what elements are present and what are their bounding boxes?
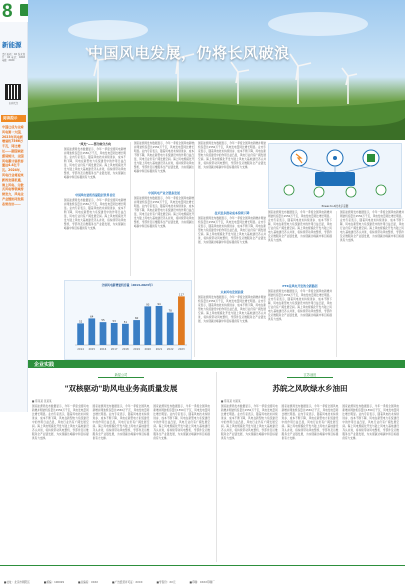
col3-text-1: 国家能源局发布数据显示，今年一季度全国风电新增并网装机容量达1550万千瓦，风电发电量同比增长明显。业内专家表示，随着风电技术持续进步、成本不断下降，风电在新型电力系统建设中的作用日益凸显，风电行业仍有广阔发展空间。海上风电规模化开发与陆上风电大基地建设齐头并进，将持续带动风电整机、零部件及运维服务全产业链发展，为实现碳达峰碳中和目标提供有力支撑。 <box>198 142 266 169</box>
enterprise-banner <box>28 360 405 368</box>
col1-subhead-2: 中国风电装机容量稳居世界首位 <box>74 193 116 197</box>
right-tag: 江苏油田 <box>287 372 333 378</box>
chart-bar <box>88 318 95 345</box>
footer-item: ■邮编：100029 <box>43 581 65 584</box>
chart-bar <box>111 323 118 345</box>
review-text: 中国已成为全球风电第一大国，2023年风电新增装机7566万千瓦，同比增长……据国家能源局统计，全国风电累计装机容量达4.4亿千瓦。2024年，风电行业将迎来新的发展机遇，海上风电、分散式风电等领域持续发力，风电全产业链协同发展态势良好…… <box>2 125 24 206</box>
chart-bar <box>122 324 129 345</box>
hero-headline: 中国风电发展，仍将长风破浪 <box>88 44 290 62</box>
page-number: 8 <box>2 1 13 22</box>
chart-bar <box>144 306 151 345</box>
wind-farm-illustration <box>28 0 405 140</box>
col2-text-1: 国家能源局发布数据显示，今年一季度全国风电新增并网装机容量达1550万千瓦，风电发电量同比增长明显。业内专家表示，随着风电技术持续进步、成本不断下降，风电在新型电力系统建设中的作用日益凸显，风电行业仍有广阔发展空间。海上风电规模化开发与陆上风电大基地建设齐头并进，将持续带动风电整机、零部件及运维服务全产业链发展，为实现碳达峰碳中和目标提供有力支撑。 <box>134 142 194 173</box>
chart-value-label: 55 <box>101 319 105 323</box>
qr-caption: 扫码关注 <box>8 102 19 105</box>
col4-subhead: PTX是风电开发的全新路径 <box>282 284 318 288</box>
chart-category-label: 2020 <box>144 348 152 351</box>
footer-item: ■社址：北京市朝阳区 <box>4 581 30 584</box>
footer-item: ■总编室：XXXX <box>78 581 99 584</box>
left-title: "双核驱动"助风电业务高质量发展 <box>64 384 178 393</box>
right-author: ■ 陈某某 刘某某 <box>221 400 241 403</box>
col3-subhead-1: 技术进步推动成本持续下降 <box>214 211 250 215</box>
sidebar-logo: 新能源 <box>2 41 22 49</box>
ptx-flow-icons <box>269 144 401 200</box>
footer-item: ■零售价：XX元 <box>156 581 176 584</box>
col2-text-2: 国家能源局发布数据显示，今年一季度全国风电新增并网装机容量达1550万千瓦，风电发电量同比增长明显。业内专家表示，随着风电技术持续进步、成本不断下降，风电在新型电力系统建设中的作用日益凸显，风电行业仍有广阔发展空间。海上风电规模化开发与陆上风电大基地建设齐头并进，将持续带动风电整机、零部件及运维服务全产业链发展，为实现碳达峰碳中和目标提供有力支撑。 <box>134 197 194 228</box>
footer-item: ■广告经营许可证：XXXX <box>112 581 143 584</box>
chart-bar <box>100 322 107 345</box>
chart-category-label: 2016 <box>99 348 107 351</box>
chart-value-label: 93 <box>146 303 150 307</box>
bar-chart <box>65 287 191 357</box>
right-text-3: 国家能源局发布数据显示，今年一季度全国风电新增并网装机容量达1550万千瓦，风电发电量同比增长明显。业内专家表示，随着风电技术持续进步、成本不断下降，风电在新型电力系统建设中的作用日益凸显，风电行业仍有广阔发展空间。海上风电规模化开发与陆上风电大基地建设齐头并进，将持续带动风电整机、零部件及运维服务全产业链发展，为实现碳达峰碳中和目标提供有力支撑。 <box>342 405 400 440</box>
chart-category-label: 2021 <box>155 348 163 351</box>
chart-category-label: 2015 <box>88 348 96 351</box>
qr-code-icon <box>6 85 20 99</box>
chart-title: 全球风电新增装机容量（2014-2023年） <box>101 283 155 287</box>
col1-text-2: 国家能源局发布数据显示，今年一季度全国风电新增并网装机容量达1550万千瓦，风电发电量同比增长明显。业内专家表示，随着风电技术持续进步、成本不断下降，风电在新型电力系统建设中的作用日益凸显，风电行业仍有广阔发展空间。海上风电规模化开发与陆上风电大基地建设齐头并进，将持续带动风电整机、零部件及运维服务全产业链发展，为实现碳达峰碳中和目标提供有力支撑。 <box>64 199 126 230</box>
right-title: 苏皖之风吹绿水乡油田 <box>272 384 348 393</box>
hero-image <box>28 0 405 140</box>
review-label-bar <box>1 115 26 122</box>
article-col-4 <box>268 211 332 357</box>
chart-value-label: 53 <box>112 319 116 323</box>
chart-bar <box>133 320 140 345</box>
article-col-3 <box>194 142 266 357</box>
sidebar <box>0 22 28 412</box>
chart-value-label: 64 <box>90 315 94 319</box>
col1-text-1: 国家能源局发布数据显示，今年一季度全国风电新增并网装机容量达1550万千瓦，风电发电量同比增长明显。业内专家表示，随着风电技术持续进步、成本不断下降，风电在新型电力系统建设中的作用日益凸显，风电行业仍有广阔发展空间。海上风电规模化开发与陆上风电大基地建设齐头并进，将持续带动风电整机、零部件及运维服务全产业链发展，为实现碳达峰碳中和目标提供有力支撑。 <box>64 148 126 179</box>
enterprise-right <box>216 372 403 562</box>
col2-subhead-1: 中国风电产业全链条发展 <box>148 191 180 195</box>
col3-subhead-2: 未来风电发展前景 <box>220 290 244 294</box>
left-columns <box>28 405 214 555</box>
article-col-2 <box>130 142 194 276</box>
col5-text-1: 国家能源局发布数据显示，今年一季度全国风电新增并网装机容量达1550万千瓦，风电发电量同比增长明显。业内专家表示，随着风电技术持续进步、成本不断下降，风电在新型电力系统建设中的作用日益凸显，风电行业仍有广阔发展空间。海上风电规模化开发与陆上风电大基地建设齐头并进，将持续带动风电整机、零部件及运维服务全产业链发展，为实现碳达峰碳中和目标提供有力支撑。 <box>340 211 404 242</box>
chart-category-label: 2018 <box>122 348 129 351</box>
chart-category-label: 2022 <box>166 348 174 351</box>
chart-bar <box>77 323 84 345</box>
enterprise-left <box>28 372 214 562</box>
chart-bar <box>178 296 185 345</box>
left-author: ■ 陈某某 张某某 <box>32 400 52 403</box>
chart-category-label: 2017 <box>110 348 118 351</box>
right-columns <box>217 405 403 555</box>
chart-bar <box>167 313 174 345</box>
chart-value-label: 94 <box>157 302 161 306</box>
right-text-1: 国家能源局发布数据显示，今年一季度全国风电新增并网装机容量达1550万千瓦，风电发电量同比增长明显。业内专家表示，随着风电技术持续进步、成本不断下降，风电在新型电力系统建设中的作用日益凸显，风电行业仍有广阔发展空间。海上风电规模化开发与陆上风电大基地建设齐头并进，将持续带动风电整机、零部件及运维服务全产业链发展，为实现碳达峰碳中和目标提供有力支撑。 <box>221 405 278 440</box>
chart-category-label: 2014 <box>77 348 84 351</box>
sidebar-info: 责任编辑：XX 版式设计：XX 电话：XXXX 电邮：XXXX <box>2 53 25 63</box>
chart-value-label: 78 <box>168 309 172 313</box>
footer-item: ■印刷：XXXX印刷厂 <box>189 581 215 584</box>
left-text-1: 国家能源局发布数据显示，今年一季度全国风电新增并网装机容量达1550万千瓦，风电发电量同比增长明显。业内专家表示，随着风电技术持续进步、成本不断下降，风电在新型电力系统建设中的作用日益凸显，风电行业仍有广阔发展空间。海上风电规模化开发与陆上风电大基地建设齐头并进，将持续带动风电整机、零部件及运维服务全产业链发展，为实现碳达峰碳中和目标提供有力支撑。 <box>32 405 89 440</box>
col4-text-1: 国家能源局发布数据显示，今年一季度全国风电新增并网装机容量达1550万千瓦，风电发电量同比增长明显。业内专家表示，随着风电技术持续进步、成本不断下降，风电在新型电力系统建设中的作用日益凸显，风电行业仍有广阔发展空间。海上风电规模化开发与陆上风电大基地建设齐头并进，将持续带动风电整机、零部件及运维服务全产业链发展，为实现碳达峰碳中和目标提供有力支撑。 <box>268 211 332 242</box>
chart-value-label: 60 <box>134 317 139 321</box>
chart-bar <box>156 306 163 345</box>
enterprise-banner-title: 企业实践 <box>34 362 55 368</box>
review-label: 阅读提示 <box>3 116 18 120</box>
chart-value-label: 52 <box>78 320 83 324</box>
chart-value-label: 51 <box>123 320 128 324</box>
footer <box>0 565 405 584</box>
chart-box <box>64 280 192 360</box>
chart-category-label: 2023 <box>178 348 185 351</box>
left-text-2: 国家能源局发布数据显示，今年一季度全国风电新增并网装机容量达1550万千瓦，风电发电量同比增长明显。业内专家表示，随着风电技术持续进步、成本不断下降，风电在新型电力系统建设中的作用日益凸显，风电行业仍有广阔发展空间。海上风电规模化开发与陆上风电大基地建设齐头并进，将持续带动风电整机、零部件及运维服务全产业链发展，为实现碳达峰碳中和目标提供有力支撑。 <box>92 405 150 440</box>
ptx-caption: Power-to-X技术示意图 <box>321 205 349 208</box>
chart-category-label: 2019 <box>133 348 140 351</box>
article-col-5 <box>336 211 404 357</box>
right-text-2: 国家能源局发布数据显示，今年一季度全国风电新增并网装机容量达1550万千瓦，风电发电量同比增长明显。业内专家表示，随着风电技术持续进步、成本不断下降，风电在新型电力系统建设中的作用日益凸显，风电行业仍有广阔发展空间。海上风电规模化开发与陆上风电大基地建设齐头并进，将持续带动风电整机、零部件及运维服务全产业链发展，为实现碳达峰碳中和目标提供有力支撑。 <box>281 405 339 440</box>
chart-value-label: 117 <box>178 293 184 297</box>
col4-text-2: 国家能源局发布数据显示，今年一季度全国风电新增并网装机容量达1550万千瓦，风电发电量同比增长明显。业内专家表示，随着风电技术持续进步、成本不断下降，风电在新型电力系统建设中的作用日益凸显，风电行业仍有广阔发展空间。海上风电规模化开发与陆上风电大基地建设齐头并进，将持续带动风电整机、零部件及运维服务全产业链发展，为实现碳达峰碳中和目标提供有力支撑。 <box>268 290 332 321</box>
col3-text-3: 国家能源局发布数据显示，今年一季度全国风电新增并网装机容量达1550万千瓦，风电发电量同比增长明显。业内专家表示，随着风电技术持续进步、成本不断下降，风电在新型电力系统建设中的作用日益凸显，风电行业仍有广阔发展空间。海上风电规模化开发与陆上风电大基地建设齐头并进，将持续带动风电整机、零部件及运维服务全产业链发展，为实现碳达峰碳中和目标提供有力支撑。 <box>198 296 266 323</box>
col3-text-2: 国家能源局发布数据显示，今年一季度全国风电新增并网装机容量达1550万千瓦，风电发电量同比增长明显。业内专家表示，随着风电技术持续进步、成本不断下降，风电在新型电力系统建设中的作用日益凸显，风电行业仍有广阔发展空间。海上风电规模化开发与陆上风电大基地建设齐头并进，将持续带动风电整机、零部件及运维服务全产业链发展，为实现碳达峰碳中和目标提供有力支撑。 <box>198 217 266 244</box>
col1-subhead-1: "风光"——部分细分方向 <box>79 142 111 146</box>
left-tag: 新星公司 <box>98 372 144 378</box>
ptx-diagram <box>268 143 402 209</box>
article-col-1 <box>64 142 126 276</box>
left-text-3: 国家能源局发布数据显示，今年一季度全国风电新增并网装机容量达1550万千瓦，风电发电量同比增长明显。业内专家表示，随着风电技术持续进步、成本不断下降，风电在新型电力系统建设中的作用日益凸显，风电行业仍有广阔发展空间。海上风电规模化开发与陆上风电大基地建设齐头并进，将持续带动风电整机、零部件及运维服务全产业链发展，为实现碳达峰碳中和目标提供有力支撑。 <box>153 405 211 440</box>
